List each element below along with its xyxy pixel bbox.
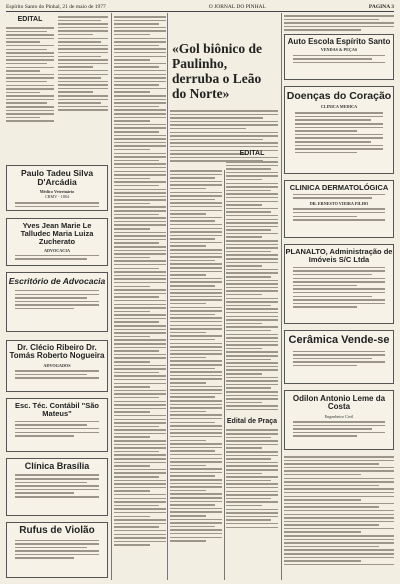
edital-praca-title: Edital de Praça <box>226 418 278 426</box>
ad-derma-title: CLINICA DERMATOLÓGICA <box>289 183 389 192</box>
article-edital-mid <box>226 150 278 580</box>
column-rule <box>224 170 225 580</box>
column-rule <box>281 13 282 580</box>
ad-rufus-violao <box>6 522 108 578</box>
header-date: Espírito Santo do Pinhal, 21 de maio de 1977 <box>6 3 106 10</box>
column-text-2 <box>114 13 166 580</box>
ad-doencas-coracao <box>284 86 394 174</box>
ad-auto-title: Auto Escola Espírito Santo <box>287 37 391 46</box>
edital-left-title: EDITAL <box>17 16 43 23</box>
page-header <box>6 2 394 12</box>
ad-yves-title: Yves Jean Marie Le Talludec Maria Luiza Zucherato <box>20 221 94 246</box>
ad-planalto-imoveis <box>284 244 394 324</box>
ad-rufus-title: Rufus de Violão <box>19 525 95 536</box>
ad-yves-sub: ADVOCACIA <box>44 247 70 253</box>
column-rule <box>167 13 168 580</box>
ad-paulo-crmv: CRMV - 1804 <box>44 194 70 200</box>
header-paper-name: O JORNAL DO PINHAL <box>208 3 266 10</box>
ad-paulo-tadeu <box>6 165 108 211</box>
ad-clecio-sub: ADVOGADOS <box>43 362 71 368</box>
ad-clecio-title: Dr. Clécio Ribeiro Dr. Tomás Roberto Nogueira <box>9 343 105 361</box>
article-body-col-a <box>170 170 222 580</box>
ad-yves-advocacia <box>6 218 108 266</box>
ad-planalto-title: PLANALTO, Administração de Imóveis S/C Ltda <box>285 247 393 264</box>
ad-clinica-brasilia <box>6 458 108 516</box>
ad-escritorio-title: Escritório de Advocacia <box>8 276 106 286</box>
column-rule <box>111 13 112 580</box>
ad-clinica-dermatologica <box>284 180 394 238</box>
ad-escritorio-advocacia <box>6 272 108 332</box>
header-page-number: PAGINA 3 <box>368 3 394 10</box>
ad-auto-escola <box>284 34 394 80</box>
ad-auto-sub: VENDAS & PEÇAS <box>320 47 358 53</box>
edital-mid-title: EDITAL <box>239 150 265 157</box>
article-headline: «Gol biônico de Paulinho, derruba o Leão do Norte» <box>172 41 263 102</box>
column-right-text-bottom <box>284 456 394 580</box>
ad-clinica-brasilia-title: Clínica Brasília <box>24 461 90 471</box>
ad-ceramica-vende-se <box>284 330 394 384</box>
ad-odilon-title: Odilon Antonio Leme da Costa <box>292 394 386 412</box>
ad-odilon-engenheiro <box>284 390 394 450</box>
ad-coracao-sub: CLINICA MEDICA <box>320 104 358 110</box>
ad-clecio-ribeiro <box>6 340 108 392</box>
ad-ceramica-title: Cerâmica Vende-se <box>288 334 390 346</box>
ad-derma-doctor: DR. ERNESTO VIEIRA FILHO <box>309 201 369 207</box>
ad-odilon-sub: Engenheiro Civil <box>324 413 354 419</box>
ad-coracao-title: Doenças do Coração <box>286 90 392 102</box>
ad-contabil-title: Esc. Téc. Contábil "São Mateus" <box>15 401 99 418</box>
ad-escritorio-contabil <box>6 398 108 452</box>
ad-paulo-sub: Médico Veterinário <box>39 188 75 194</box>
ad-paulo-title: Paulo Tadeu Silva D'Arcádia <box>20 168 94 187</box>
edital-left-text <box>6 27 54 124</box>
